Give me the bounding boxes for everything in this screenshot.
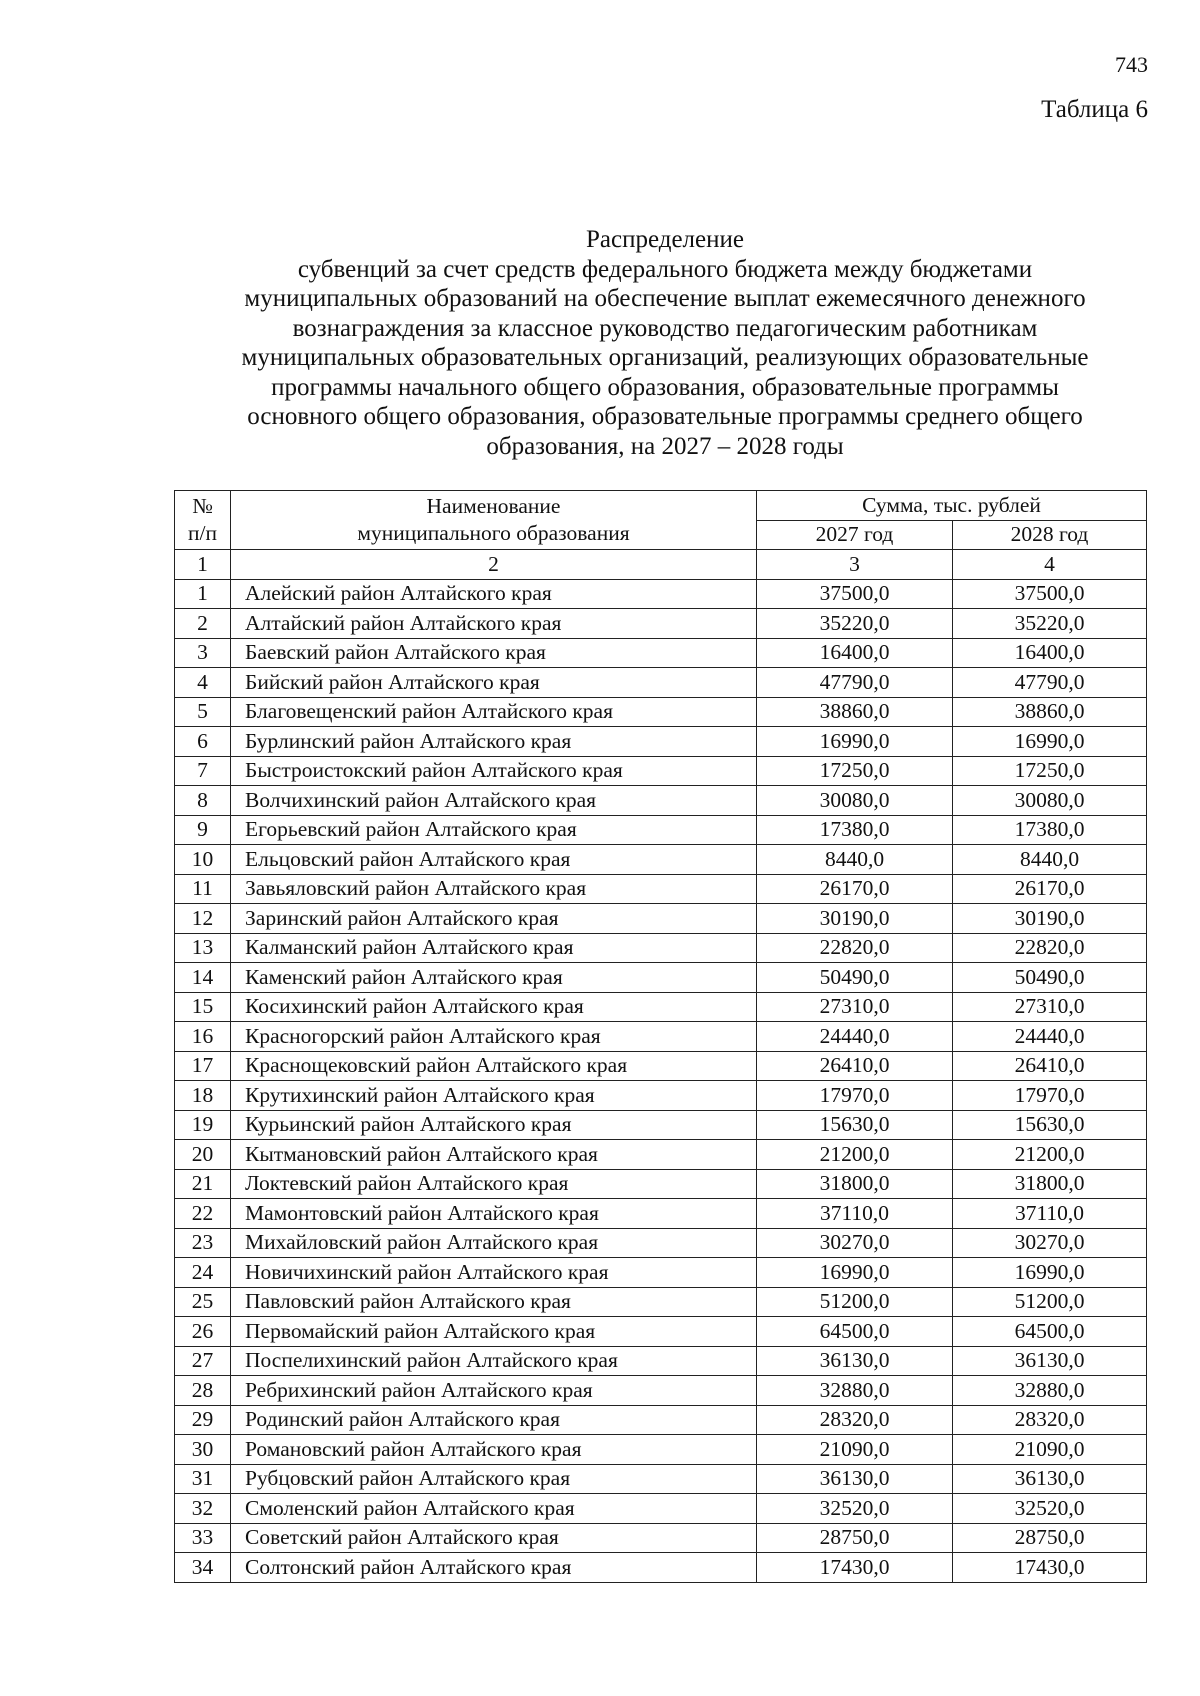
amount-2028-cell: 17970,0 [953, 1081, 1147, 1111]
municipality-name-cell: Волчихинский район Алтайского края [231, 786, 757, 816]
municipality-name-cell: Солтонский район Алтайского края [231, 1553, 757, 1583]
amount-2028-cell: 28750,0 [953, 1523, 1147, 1553]
row-number-cell: 29 [175, 1405, 231, 1435]
table-row [175, 815, 1147, 845]
amount-2027-cell: 36130,0 [757, 1346, 953, 1376]
amount-2028-cell: 22820,0 [953, 933, 1147, 963]
amount-2028-cell: 64500,0 [953, 1317, 1147, 1347]
amount-2027-cell: 26170,0 [757, 874, 953, 904]
table-row [175, 727, 1147, 757]
row-number-cell: 2 [175, 609, 231, 639]
table-row [175, 579, 1147, 609]
amount-2027-cell: 37500,0 [757, 579, 953, 609]
amount-2028-cell: 21200,0 [953, 1140, 1147, 1170]
amount-2028-cell: 32520,0 [953, 1494, 1147, 1524]
amount-2027-cell: 17250,0 [757, 756, 953, 786]
amount-2027-cell: 32520,0 [757, 1494, 953, 1524]
row-number-cell: 22 [175, 1199, 231, 1229]
municipality-name-cell: Калманский район Алтайского края [231, 933, 757, 963]
row-number-cell: 27 [175, 1346, 231, 1376]
amount-2028-cell: 30270,0 [953, 1228, 1147, 1258]
municipality-name-cell: Бурлинский район Алтайского края [231, 727, 757, 757]
table-row [175, 1553, 1147, 1583]
table-row [175, 1287, 1147, 1317]
amount-2027-cell: 17430,0 [757, 1553, 953, 1583]
document-title [165, 225, 1165, 461]
title-line: программы начального общего образования, образовательные программы [271, 373, 1059, 401]
amount-2028-cell: 27310,0 [953, 992, 1147, 1022]
table-row [175, 756, 1147, 786]
row-number-cell: 12 [175, 904, 231, 934]
title-line: основного общего образования, образовательные программы среднего общего [247, 403, 1083, 430]
header-row [175, 491, 1147, 521]
municipality-name-cell: Баевский район Алтайского края [231, 638, 757, 668]
row-number-cell: 32 [175, 1494, 231, 1524]
header-name-line1: Наименование [426, 494, 561, 518]
municipality-name-cell: Новичихинский район Алтайского края [231, 1258, 757, 1288]
row-number-cell: 33 [175, 1523, 231, 1553]
header-num-line1: № [192, 494, 213, 518]
amount-2028-cell: 16990,0 [953, 1258, 1147, 1288]
header-year-2027: 2027 год [757, 520, 953, 550]
municipality-name-cell: Кытмановский район Алтайского края [231, 1140, 757, 1170]
row-number-cell: 4 [175, 668, 231, 698]
amount-2027-cell: 15630,0 [757, 1110, 953, 1140]
row-number-cell: 10 [175, 845, 231, 875]
header-sum-cell: Сумма, тыс. рублей [757, 491, 1147, 521]
amount-2027-cell: 32880,0 [757, 1376, 953, 1406]
row-number-cell: 34 [175, 1553, 231, 1583]
amount-2027-cell: 28750,0 [757, 1523, 953, 1553]
row-number-cell: 1 [175, 579, 231, 609]
table-row [175, 668, 1147, 698]
amount-2028-cell: 8440,0 [953, 845, 1147, 875]
amount-2027-cell: 30270,0 [757, 1228, 953, 1258]
amount-2027-cell: 47790,0 [757, 668, 953, 698]
amount-2027-cell: 35220,0 [757, 609, 953, 639]
title-line: муниципальных образований на обеспечение выплат ежемесячного денежного [244, 285, 1086, 312]
row-number-cell: 17 [175, 1051, 231, 1081]
municipality-name-cell: Егорьевский район Алтайского края [231, 815, 757, 845]
municipality-name-cell: Родинский район Алтайского края [231, 1405, 757, 1435]
table-row [175, 1435, 1147, 1465]
row-number-cell: 23 [175, 1228, 231, 1258]
municipality-name-cell: Павловский район Алтайского края [231, 1287, 757, 1317]
table-row [175, 1494, 1147, 1524]
amount-2028-cell: 17250,0 [953, 756, 1147, 786]
table-row [175, 1228, 1147, 1258]
amount-2027-cell: 64500,0 [757, 1317, 953, 1347]
header-num-line2: п/п [188, 521, 217, 545]
amount-2027-cell: 8440,0 [757, 845, 953, 875]
title-line: муниципальных образовательных организаций, реализующих образовательные [241, 344, 1089, 371]
municipality-name-cell: Завьяловский район Алтайского края [231, 874, 757, 904]
row-number-cell: 13 [175, 933, 231, 963]
amount-2027-cell: 36130,0 [757, 1464, 953, 1494]
amount-2028-cell: 32880,0 [953, 1376, 1147, 1406]
table-row [175, 904, 1147, 934]
title-heading: Распределение [586, 226, 744, 253]
title-line: субвенций за счет средств федерального бюджета между бюджетами [297, 255, 1033, 283]
table-row [175, 1346, 1147, 1376]
amount-2027-cell: 21090,0 [757, 1435, 953, 1465]
amount-2028-cell: 16400,0 [953, 638, 1147, 668]
amount-2027-cell: 38860,0 [757, 697, 953, 727]
amount-2027-cell: 17380,0 [757, 815, 953, 845]
table-row [175, 1140, 1147, 1170]
amount-2028-cell: 47790,0 [953, 668, 1147, 698]
amount-2028-cell: 30080,0 [953, 786, 1147, 816]
municipality-name-cell: Алтайский район Алтайского края [231, 609, 757, 639]
table-row [175, 1081, 1147, 1111]
amount-2028-cell: 37110,0 [953, 1199, 1147, 1229]
row-number-cell: 14 [175, 963, 231, 993]
table-row [175, 1258, 1147, 1288]
amount-2028-cell: 24440,0 [953, 1022, 1147, 1052]
row-number-cell: 19 [175, 1110, 231, 1140]
municipality-name-cell: Бийский район Алтайского края [231, 668, 757, 698]
row-number-cell: 5 [175, 697, 231, 727]
amount-2028-cell: 26410,0 [953, 1051, 1147, 1081]
amount-2028-cell: 26170,0 [953, 874, 1147, 904]
table-row [175, 697, 1147, 727]
row-number-cell: 21 [175, 1169, 231, 1199]
amount-2028-cell: 15630,0 [953, 1110, 1147, 1140]
table-label: Таблица 6 [1041, 96, 1148, 123]
row-number-cell: 8 [175, 786, 231, 816]
amount-2028-cell: 21090,0 [953, 1435, 1147, 1465]
column-numbers-row [175, 550, 1147, 580]
municipality-name-cell: Ребрихинский район Алтайского края [231, 1376, 757, 1406]
municipality-name-cell: Каменский район Алтайского края [231, 963, 757, 993]
row-number-cell: 7 [175, 756, 231, 786]
table-body [175, 579, 1147, 1582]
municipality-name-cell: Заринский район Алтайского края [231, 904, 757, 934]
header-name-line2: муниципального образования [357, 521, 630, 545]
municipality-name-cell: Красногорский район Алтайского края [231, 1022, 757, 1052]
municipality-name-cell: Косихинский район Алтайского края [231, 992, 757, 1022]
distribution-table [174, 490, 1147, 1583]
municipality-name-cell: Крутихинский район Алтайского края [231, 1081, 757, 1111]
table-row [175, 786, 1147, 816]
amount-2027-cell: 16990,0 [757, 1258, 953, 1288]
amount-2028-cell: 16990,0 [953, 727, 1147, 757]
amount-2028-cell: 51200,0 [953, 1287, 1147, 1317]
amount-2027-cell: 17970,0 [757, 1081, 953, 1111]
row-number-cell: 6 [175, 727, 231, 757]
table-row [175, 1110, 1147, 1140]
column-number: 2 [231, 550, 757, 580]
amount-2028-cell: 37500,0 [953, 579, 1147, 609]
amount-2027-cell: 27310,0 [757, 992, 953, 1022]
table-row [175, 963, 1147, 993]
row-number-cell: 24 [175, 1258, 231, 1288]
amount-2027-cell: 30190,0 [757, 904, 953, 934]
amount-2028-cell: 17430,0 [953, 1553, 1147, 1583]
row-number-cell: 28 [175, 1376, 231, 1406]
table-row [175, 992, 1147, 1022]
municipality-name-cell: Первомайский район Алтайского края [231, 1317, 757, 1347]
amount-2027-cell: 30080,0 [757, 786, 953, 816]
municipality-name-cell: Мамонтовский район Алтайского края [231, 1199, 757, 1229]
page-number: 743 [1115, 52, 1148, 77]
municipality-name-cell: Поспелихинский район Алтайского края [231, 1346, 757, 1376]
table-row [175, 638, 1147, 668]
amount-2027-cell: 28320,0 [757, 1405, 953, 1435]
amount-2027-cell: 22820,0 [757, 933, 953, 963]
row-number-cell: 18 [175, 1081, 231, 1111]
amount-2027-cell: 50490,0 [757, 963, 953, 993]
amount-2027-cell: 16990,0 [757, 727, 953, 757]
table-row [175, 1376, 1147, 1406]
table-row [175, 933, 1147, 963]
row-number-cell: 9 [175, 815, 231, 845]
municipality-name-cell: Благовещенский район Алтайского края [231, 697, 757, 727]
municipality-name-cell: Романовский район Алтайского края [231, 1435, 757, 1465]
table-row [175, 609, 1147, 639]
table-row [175, 1523, 1147, 1553]
amount-2028-cell: 50490,0 [953, 963, 1147, 993]
municipality-name-cell: Смоленский район Алтайского края [231, 1494, 757, 1524]
table-row [175, 874, 1147, 904]
amount-2028-cell: 17380,0 [953, 815, 1147, 845]
municipality-name-cell: Михайловский район Алтайского края [231, 1228, 757, 1258]
amount-2027-cell: 21200,0 [757, 1140, 953, 1170]
row-number-cell: 25 [175, 1287, 231, 1317]
amount-2027-cell: 31800,0 [757, 1169, 953, 1199]
amount-2027-cell: 51200,0 [757, 1287, 953, 1317]
municipality-name-cell: Алейский район Алтайского края [231, 579, 757, 609]
municipality-name-cell: Ельцовский район Алтайского края [231, 845, 757, 875]
column-number: 1 [175, 550, 231, 580]
amount-2028-cell: 38860,0 [953, 697, 1147, 727]
table-row [175, 1405, 1147, 1435]
amount-2028-cell: 31800,0 [953, 1169, 1147, 1199]
table-row [175, 1317, 1147, 1347]
header-year-2028: 2028 год [953, 520, 1147, 550]
amount-2027-cell: 37110,0 [757, 1199, 953, 1229]
row-number-cell: 31 [175, 1464, 231, 1494]
table-row [175, 1169, 1147, 1199]
amount-2028-cell: 35220,0 [953, 609, 1147, 639]
municipality-name-cell: Быстроистокский район Алтайского края [231, 756, 757, 786]
title-line: вознаграждения за классное руководство педагогическим работникам [292, 314, 1038, 342]
amount-2027-cell: 24440,0 [757, 1022, 953, 1052]
amount-2028-cell: 30190,0 [953, 904, 1147, 934]
amount-2027-cell: 16400,0 [757, 638, 953, 668]
amount-2027-cell: 26410,0 [757, 1051, 953, 1081]
row-number-cell: 11 [175, 874, 231, 904]
row-number-cell: 15 [175, 992, 231, 1022]
table-row [175, 1051, 1147, 1081]
row-number-cell: 3 [175, 638, 231, 668]
header-num-cell [175, 491, 231, 550]
amount-2028-cell: 36130,0 [953, 1464, 1147, 1494]
amount-2028-cell: 28320,0 [953, 1405, 1147, 1435]
row-number-cell: 20 [175, 1140, 231, 1170]
row-number-cell: 16 [175, 1022, 231, 1052]
header-name-cell [231, 491, 757, 550]
municipality-name-cell: Краснощековский район Алтайского края [231, 1051, 757, 1081]
municipality-name-cell: Рубцовский район Алтайского края [231, 1464, 757, 1494]
table-row [175, 845, 1147, 875]
amount-2028-cell: 36130,0 [953, 1346, 1147, 1376]
municipality-name-cell: Советский район Алтайского края [231, 1523, 757, 1553]
title-line: образования, на 2027 – 2028 годы [486, 432, 844, 460]
row-number-cell: 26 [175, 1317, 231, 1347]
column-number: 3 [757, 550, 953, 580]
table-row [175, 1199, 1147, 1229]
table-row [175, 1022, 1147, 1052]
municipality-name-cell: Курьинский район Алтайского края [231, 1110, 757, 1140]
table-row [175, 1464, 1147, 1494]
municipality-name-cell: Локтевский район Алтайского края [231, 1169, 757, 1199]
column-number: 4 [953, 550, 1147, 580]
row-number-cell: 30 [175, 1435, 231, 1465]
